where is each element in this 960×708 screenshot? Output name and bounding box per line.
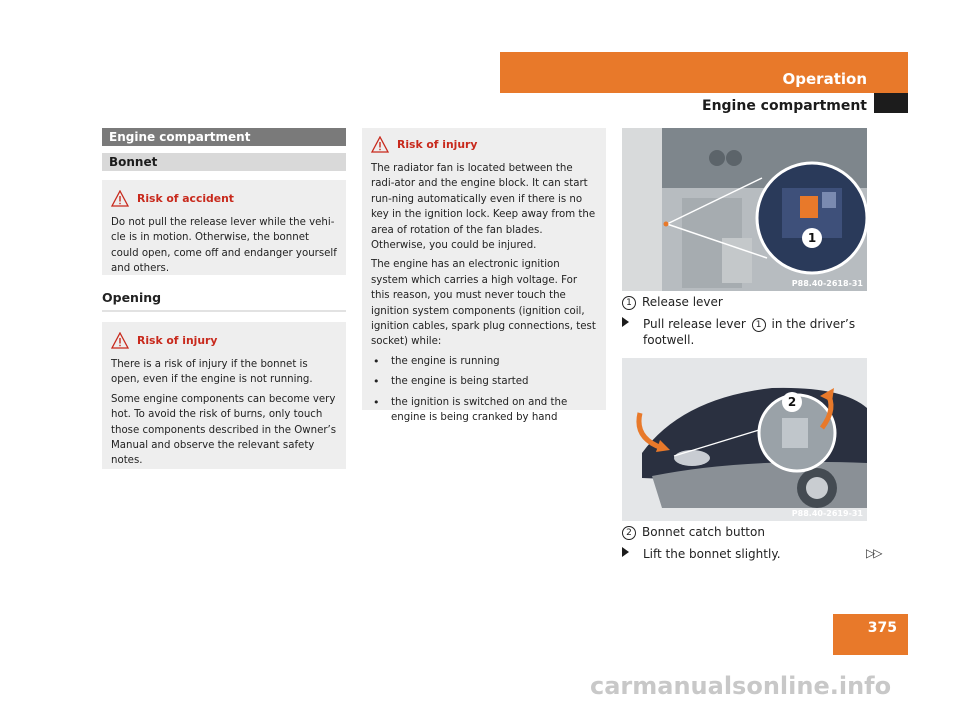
page-number: 375 — [867, 620, 897, 636]
instruction-step-1 — [622, 316, 872, 348]
list-item: • the ignition is switched on and the engine is being cranked by hand — [371, 395, 597, 426]
header-black-tab — [874, 93, 908, 113]
section-title: Engine compartment — [702, 98, 867, 114]
list-item: • the engine is running — [371, 354, 597, 369]
continue-mark: ▷▷ — [866, 546, 881, 560]
section-bar: Engine compartment — [102, 128, 346, 146]
caption-number: 1 — [622, 296, 636, 310]
figure-code: P88.40-2619-31 — [791, 509, 863, 518]
opening-heading: Opening — [102, 290, 162, 305]
list-item: • the engine is being started — [371, 374, 597, 389]
step-arrow-icon — [622, 547, 629, 557]
caption-release-lever — [622, 294, 723, 310]
step-arrow-icon — [622, 317, 629, 327]
warning-triangle-icon — [111, 190, 129, 207]
warning-title: Risk of injury — [397, 137, 478, 151]
bullet-list — [371, 354, 597, 426]
step-number: 1 — [752, 318, 766, 332]
warning-injury-ignition-panel — [362, 128, 606, 424]
callout-1: 1 — [802, 228, 822, 248]
step-text-pre: Pull release lever — [643, 317, 746, 331]
caption-text: Bonnet catch button — [642, 525, 765, 539]
watermark: carmanualsonline.info — [590, 672, 892, 700]
warning-triangle-icon — [111, 332, 129, 349]
warning-text-2: Some engine components can become very hot. To avoid the risk of burns, only touch those components described in the Owner’s Manual and observe the relevant safety notes. — [111, 393, 337, 467]
footwell-illustration — [622, 128, 867, 291]
warning-title: Risk of injury — [137, 333, 218, 347]
car-front-illustration — [622, 358, 867, 521]
warning-text-1: There is a risk of injury if the bonnet is open, even if the engine is not running. — [111, 359, 313, 386]
callout-2: 2 — [782, 392, 802, 412]
opening-divider — [102, 310, 346, 312]
step-text: Lift the bonnet slightly. — [643, 547, 781, 561]
step-text-post: in the driver’s footwell. — [643, 317, 856, 347]
warning-injury-panel — [102, 322, 346, 469]
chapter-title: Operation — [782, 70, 867, 88]
warning-text-1: The radiator fan is located between the radi-ator and the engine block. It can start run-ning automatically even if there is no key in the ignition lock. Keep away from the area of rotation of the fan blades. Otherwise, you could be injured. — [371, 163, 596, 252]
warning-text: Do not pull the release lever while the vehi-cle is in motion. Otherwise, the bonnet could open, come off and endanger yourself and others. — [111, 217, 337, 275]
warning-accident-panel — [102, 180, 346, 275]
instruction-step-2 — [622, 546, 781, 562]
caption-bonnet-catch — [622, 524, 765, 540]
figure-code: P88.40-2618-31 — [791, 279, 863, 288]
subsection-bar: Bonnet — [102, 153, 346, 171]
caption-number: 2 — [622, 526, 636, 540]
warning-title: Risk of accident — [137, 191, 234, 205]
warning-triangle-icon — [371, 136, 389, 153]
release-lever-figure — [622, 128, 867, 291]
caption-text: Release lever — [642, 295, 723, 309]
bonnet-catch-figure — [622, 358, 867, 521]
warning-text-2: The engine has an electronic ignition system which carries a high voltage. For this reason, you must never touch the ignition system components (ignition coil, ignition cables, spark plug connections, test socket) while: — [371, 259, 596, 348]
